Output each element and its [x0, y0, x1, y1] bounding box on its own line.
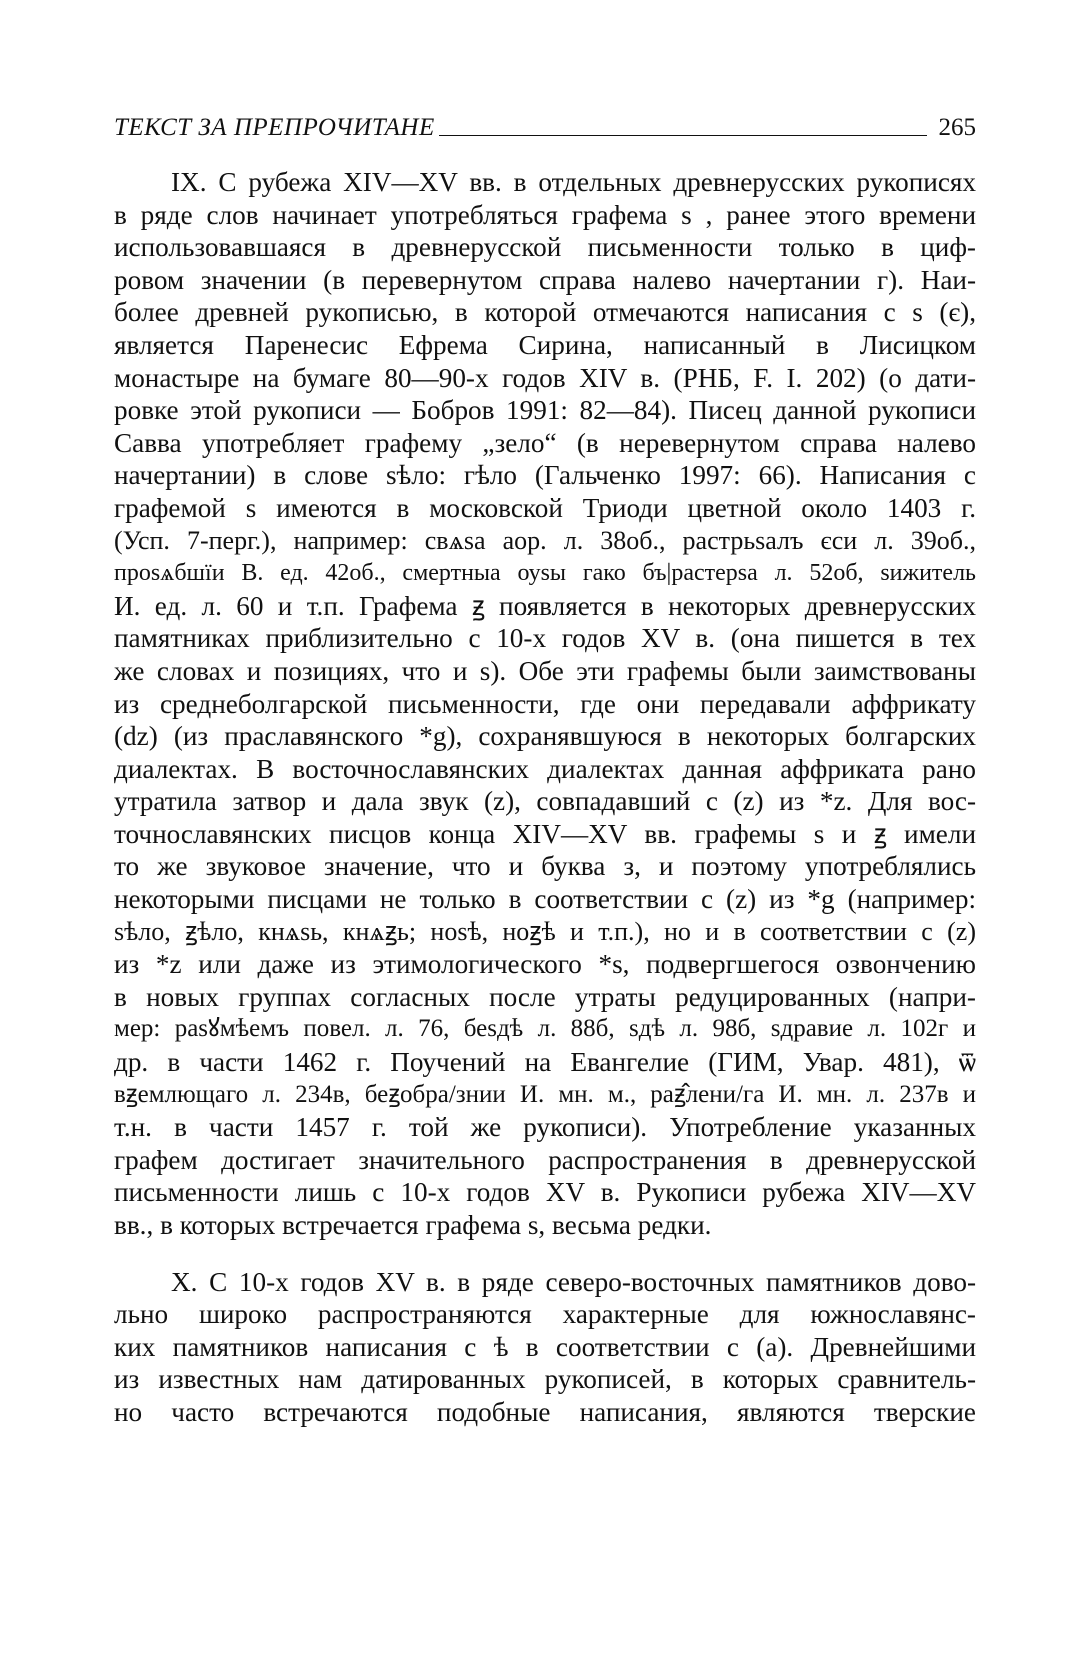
- page-number: 265: [938, 114, 976, 141]
- text-line: более древней рукописью, в которой отмечаются написания с ѕ (є),: [114, 297, 976, 328]
- text-line: памятниках приблизительно с 10-х годов XV в. (она пишется в тех: [114, 623, 976, 654]
- text-line: вв., в которых встречается графема ѕ, весьма редки.: [114, 1210, 712, 1240]
- text-line: т.н. в части 1457 г. той же рукописи). Употребление указанных: [114, 1112, 976, 1143]
- text-line: письменности лишь с 10-х годов XV в. Рукописи рубежа XIV—XV: [114, 1177, 976, 1208]
- text-line: диалектах. В восточнославянских диалектах данная аффриката рано: [114, 753, 976, 784]
- paragraph-ix: [114, 166, 976, 1242]
- text-line: вꙃемлющаго л. 234в, беꙃобра/знии И. мн. м., раꙃ̂лени/га И. мн. л. 237в и: [114, 1080, 976, 1108]
- text-line: др. в части 1462 г. Поучений на Евангелие (ГИМ, Увар. 481), ѿ: [114, 1047, 976, 1078]
- text-line: утратила затвор и дала звук (z), совпадавший с (z) из *z. Для вос-: [114, 786, 976, 817]
- text-line: ровке этой рукописи — Бобров 1991: 82—84). Писец данной рукописи: [114, 395, 976, 426]
- text-line: ровом значении (в перевернутом справа налево начертании г). Наи-: [114, 264, 976, 295]
- text-line: X. С 10-х годов XV в. в ряде северо-восточных памятников дово-: [171, 1266, 976, 1297]
- text-line: использовавшаяся в древнерусской письменности только в циф-: [114, 232, 976, 263]
- text-line: из *z или даже из этимологического *s, подвергшегося озвончению: [114, 949, 976, 980]
- text-line: начертании) в слове ѕѣло: гѣло (Гальченко 1997: 66). Написания с: [114, 460, 976, 491]
- text-line: из известных нам датированных рукописей, в которых сравнитель-: [114, 1364, 976, 1395]
- text-line: но часто встречаются подобные написания, являются тверские: [114, 1396, 976, 1427]
- text-line: ких памятников написания с ѣ в соответствии с (а). Древнейшими: [114, 1331, 976, 1362]
- text-line: (dz) (из праславянского *g), сохранявшуюся в некоторых болгарских: [114, 721, 976, 752]
- text-line: же словах и позициях, что и ѕ). Обе эти графемы были заимствованы: [114, 655, 976, 686]
- paragraph-gap: [114, 1242, 976, 1266]
- text-line: в ряде слов начинает употребляться графема ѕ , ранее этого времени: [114, 199, 976, 230]
- text-line: проѕѧбшїи В. ед. 42об., смертныа оуѕы гако бъ|растерѕа л. 52об, ѕижитель: [114, 560, 976, 587]
- text-line: И. ед. л. 60 и т.п. Графема ꙃ появляется в некоторых древнерусских: [114, 590, 976, 621]
- text-line: мер: раѕꙋмѣемъ повел. л. 76, беѕдѣ л. 88б, ѕдѣ л. 98б, ѕдравие л. 102г и: [114, 1015, 976, 1043]
- text-line: графем достигает значительного распространения в древнерусской: [114, 1144, 976, 1175]
- text-line: точнославянских писцов конца XIV—XV вв. графемы ѕ и ꙃ имели: [114, 818, 976, 849]
- running-header: [114, 108, 976, 142]
- text-line: графемой ѕ имеются в московской Триоди цветной около 1403 г.: [114, 492, 976, 523]
- text-line: некоторыми писцами не только в соответствии с (z) из *g (например:: [114, 884, 976, 915]
- header-rule: [439, 135, 927, 136]
- text-line: в новых группах согласных после утраты редуцированных (напри-: [114, 981, 976, 1012]
- book-page: [114, 108, 976, 1429]
- text-line: льно широко распространяются характерные для южнославянс-: [114, 1299, 976, 1330]
- paragraph-x: [114, 1266, 976, 1429]
- text-line: то же звуковое значение, что и буква з, и поэтому употреблялись: [114, 851, 976, 882]
- text-line: является Паренесис Ефрема Сирина, написанный в Лисицком: [114, 329, 976, 360]
- text-line: монастыре на бумаге 80—90-х годов XIV в. (РНБ, F. I. 202) (о дати-: [114, 362, 976, 393]
- text-line: Савва употребляет графему „зело“ (в неревернутом справа налево: [114, 427, 976, 458]
- running-header-title: ТЕКСТ ЗА ПРЕПРОЧИТАНЕ: [114, 114, 435, 141]
- text-line: IX. С рубежа XIV—XV вв. в отдельных древнерусских рукописях: [171, 167, 976, 197]
- text-line: (Усп. 7-перг.), например: свѧѕа аор. л. 38об., растрьѕалъ єси л. 39об.,: [114, 525, 976, 555]
- text-line: из среднеболгарской письменности, где они передавали аффрикату: [114, 688, 976, 719]
- text-line: ѕѣло, ꙃѣло, кнѧѕь, кнѧꙃь; ноѕѣ, ноꙃѣ и т.п.), но и в соответствии с (z): [114, 916, 976, 946]
